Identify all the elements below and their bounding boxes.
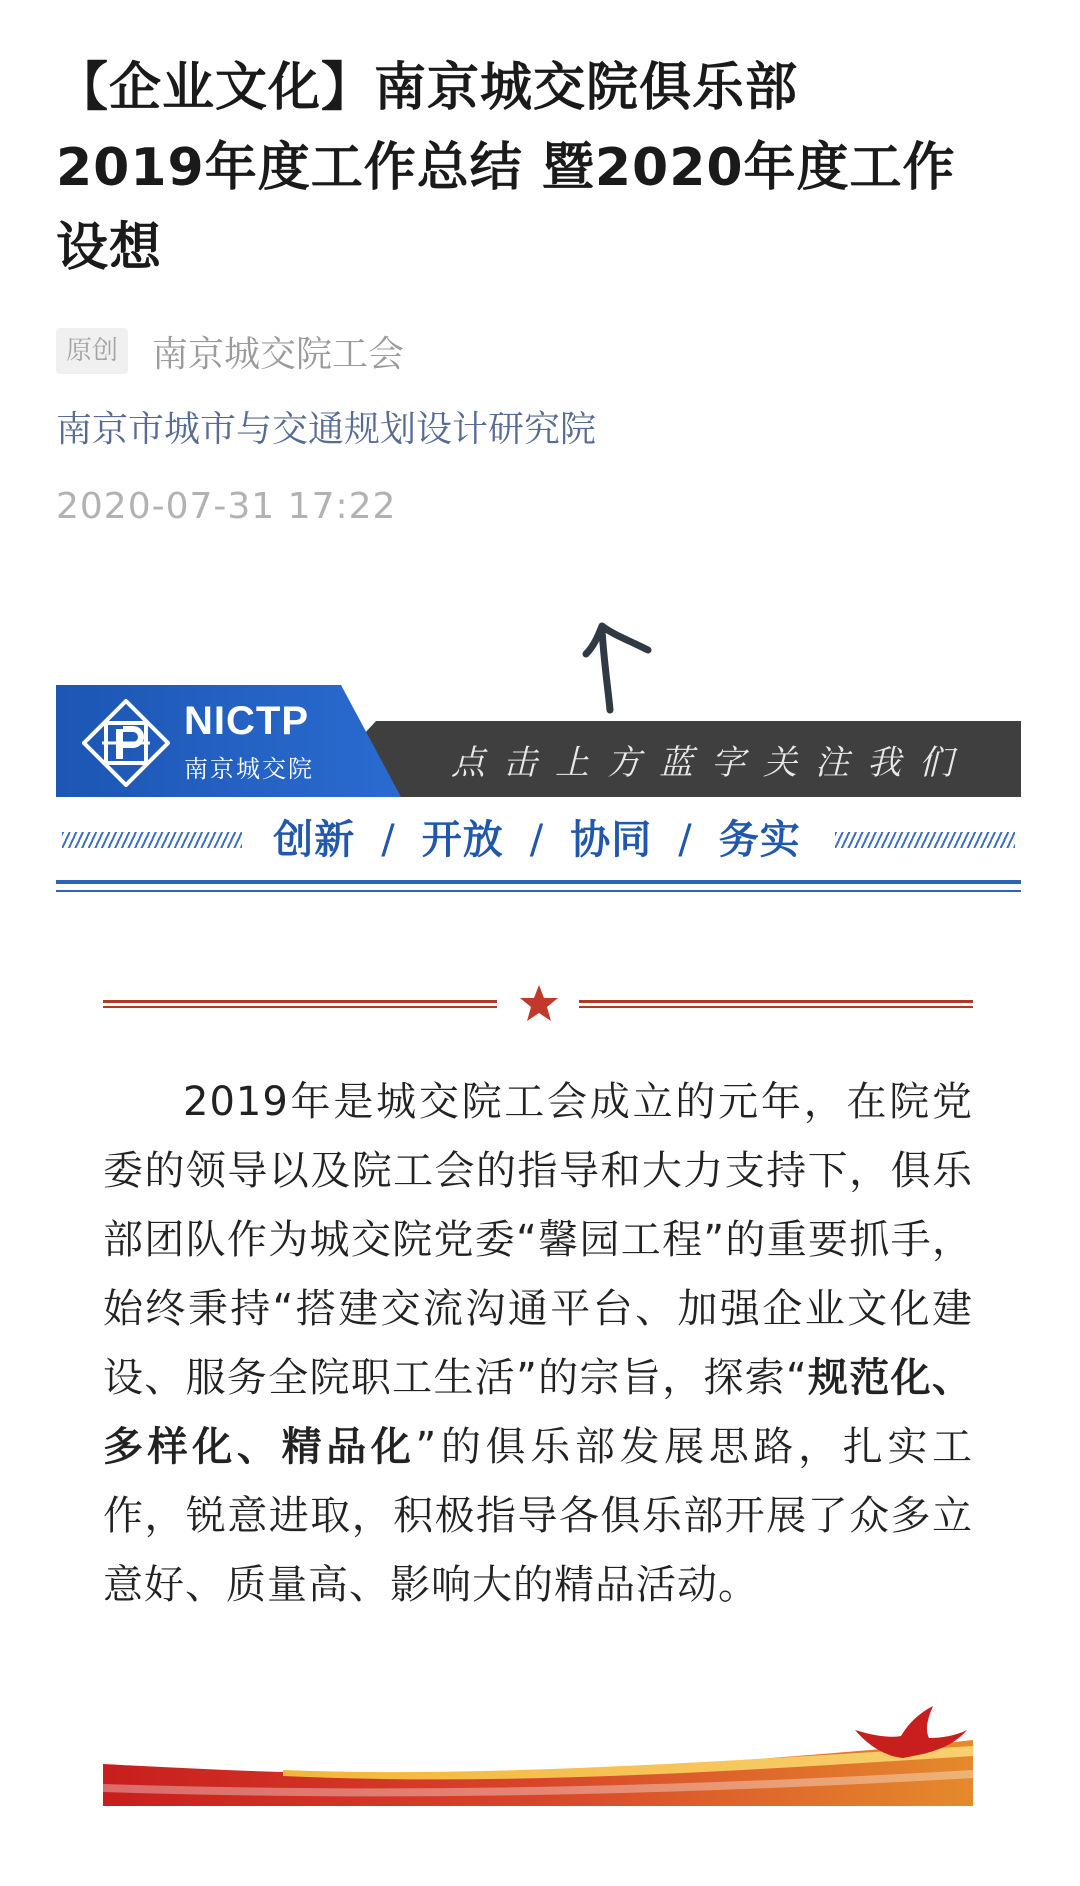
article-meta	[56, 325, 404, 377]
article-title-line-1: 【企业文化】南京城交院俱乐部	[56, 58, 799, 118]
nictp-logo-icon	[82, 699, 170, 787]
paragraph-text: ”的俱乐部发展思路，扎实工作，锐意进取，积极指导各俱乐部开展了众多立意好、质量高、影响大的精品活动。	[103, 1424, 974, 1608]
divider-line-left	[103, 1006, 497, 1008]
banner-rule	[56, 880, 1021, 884]
article-title	[56, 48, 1026, 288]
hatch-decoration-right	[835, 832, 1015, 848]
paragraph-bold-text: 规范化、多样化、精品化	[103, 1355, 973, 1470]
account-name-link[interactable]: 南京城交院工会	[152, 333, 405, 375]
divider-line-right	[579, 1000, 973, 1003]
core-values-text	[252, 808, 822, 872]
divider-line-left	[103, 1000, 497, 1003]
banner-rule	[56, 890, 1021, 892]
value-separator: /	[678, 817, 693, 863]
logo-english-name: NICTP	[184, 699, 309, 743]
follow-banner[interactable]	[56, 685, 1021, 797]
value-separator: /	[529, 817, 545, 863]
value-separator: /	[381, 817, 396, 863]
red-star-icon	[519, 984, 559, 1022]
logo-chinese-name: 南京城交院	[184, 755, 314, 783]
value-openness: 开放	[421, 817, 504, 863]
article-title-line-2: 2019年度工作总结 暨2020年度工作	[56, 138, 956, 198]
article-title-line-3: 设想	[56, 218, 163, 278]
value-collaboration: 协同	[570, 817, 653, 863]
value-pragmatism: 务实	[718, 817, 801, 863]
follow-slogan[interactable]: 点击上方蓝字关注我们	[451, 743, 971, 783]
publish-time: 2020-07-31 17:22	[56, 486, 397, 527]
original-badge: 原创	[56, 328, 128, 374]
hatch-decoration-left	[62, 832, 242, 848]
star-divider	[103, 984, 973, 1024]
paragraph-text: 2019年是城交院工会成立的元年，在院党委的领导以及院工会的指导和大力支持下，俱乐部团队作为城交院党委“馨园工程”的重要抓手，始终秉持“搭建交流沟通平台、加强企业文化建设、服务全院职工生活”的宗旨，探索“	[103, 1079, 973, 1401]
article-paragraph	[103, 1068, 973, 1620]
divider-line-right	[579, 1006, 973, 1008]
value-innovation: 创新	[273, 817, 356, 863]
organization-link[interactable]: 南京市城市与交通规划设计研究院	[56, 409, 597, 450]
core-values	[56, 808, 1021, 872]
flag-ribbon-decoration	[103, 1700, 973, 1810]
